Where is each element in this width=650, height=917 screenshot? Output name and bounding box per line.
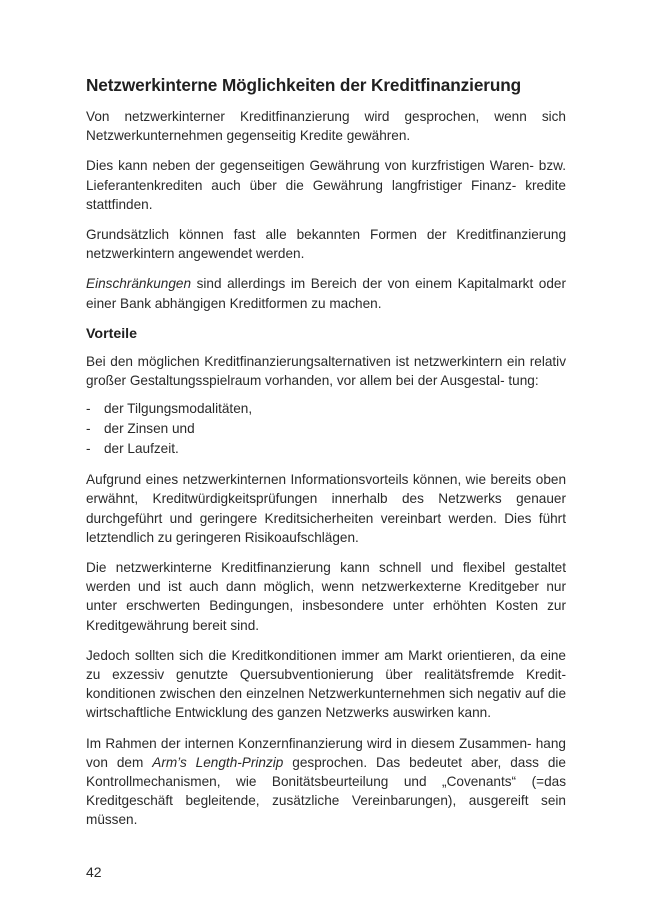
body-paragraph-1: Aufgrund eines netzwerkinternen Informationsvorteils können, wie bereits oben erwähnt, Kreditwürdigkeitsprüfungen innerhalb des Netzwerks genauer durchgeführt und geringere Kreditsicherheiten vereinbart werden. Dies führt letztendlich zu geringeren Risikoaufschlägen. — [86, 472, 566, 545]
list-item-text: der Zinsen und — [104, 421, 195, 437]
list-item — [86, 419, 566, 439]
advantages-list — [86, 399, 566, 459]
body-paragraph-3: Jedoch sollten sich die Kreditkonditionen immer am Markt orientieren, da eine zu exzessiv genutzte Quersubventionierung über realitätsfremde Kredit- konditionen zwischen den einzelnen Netzwerkunternehmen sich negativ auf die wirtschaftliche Entwicklung des ganzen Netzwerks auswirken kann. — [86, 647, 566, 721]
restriction-paragraph — [86, 274, 566, 312]
restriction-text: sind allerdings im Bereich der von einem Kapitalmarkt oder einer Bank abhängigen Kreditformen zu machen. — [86, 276, 566, 311]
page-content — [86, 74, 566, 841]
advantages-heading: Vorteile — [86, 325, 137, 342]
intro-paragraph-2: Dies kann neben der gegenseitigen Gewährung von kurzfristigen Waren- bzw. Lieferantenkrediten auch über die Gewährung langfristiger Finanz- kredite stattfinden. — [86, 158, 566, 212]
arms-length-emphasis: Arm’s Length-Prinzip — [152, 754, 284, 770]
list-item — [86, 399, 566, 419]
arms-length-paragraph — [86, 734, 566, 830]
advantages-lead: Bei den möglichen Kreditfinanzierungsalternativen ist netzwerkintern ein relativ großer Gestaltungsspielraum vorhanden, vor allem bei der Ausgestal- tung: — [86, 353, 566, 389]
list-marker: - — [86, 441, 91, 457]
list-marker: - — [86, 401, 91, 417]
list-marker: - — [86, 421, 91, 437]
list-item — [86, 439, 566, 459]
intro-paragraph-1: Von netzwerkinterner Kreditfinanzierung wird gesprochen, wenn sich Netzwerkunternehmen gegenseitig Kredite gewähren. — [86, 109, 566, 144]
page-number: 42 — [86, 864, 102, 880]
restriction-emphasis: Einschränkungen — [86, 276, 192, 292]
list-item-text: der Tilgungsmodalitäten, — [104, 401, 253, 417]
arms-length-before: Im Rahmen der internen Konzernfinanzierung wird in diesem Zusammen- hang von dem — [86, 735, 566, 770]
list-item-text: der Laufzeit. — [104, 441, 179, 457]
intro-paragraph-3: Grundsätzlich können fast alle bekannten Formen der Kreditfinanzierung netzwerkintern angewendet werden. — [86, 227, 566, 262]
page-title: Netzwerkinterne Möglichkeiten der Kreditfinanzierung — [86, 75, 522, 95]
arms-length-after: gesprochen. Das bedeutet aber, dass die Kontrollmechanismen, wie Bonitätsbeurteilung und „Covenants“ (=das Kreditgeschäft begleitende, zusätzliche Vereinbarungen), ausgereift sein müssen. — [86, 754, 566, 828]
body-paragraph-2: Die netzwerkinterne Kreditfinanzierung kann schnell und flexibel gestaltet werden und ist auch dann möglich, wenn netzwerkexterne Kreditgeber nur unter erschwerten Bedingungen, insbesondere unter erhöhten Kosten zur Kreditgewährung bereit sind. — [86, 560, 566, 633]
